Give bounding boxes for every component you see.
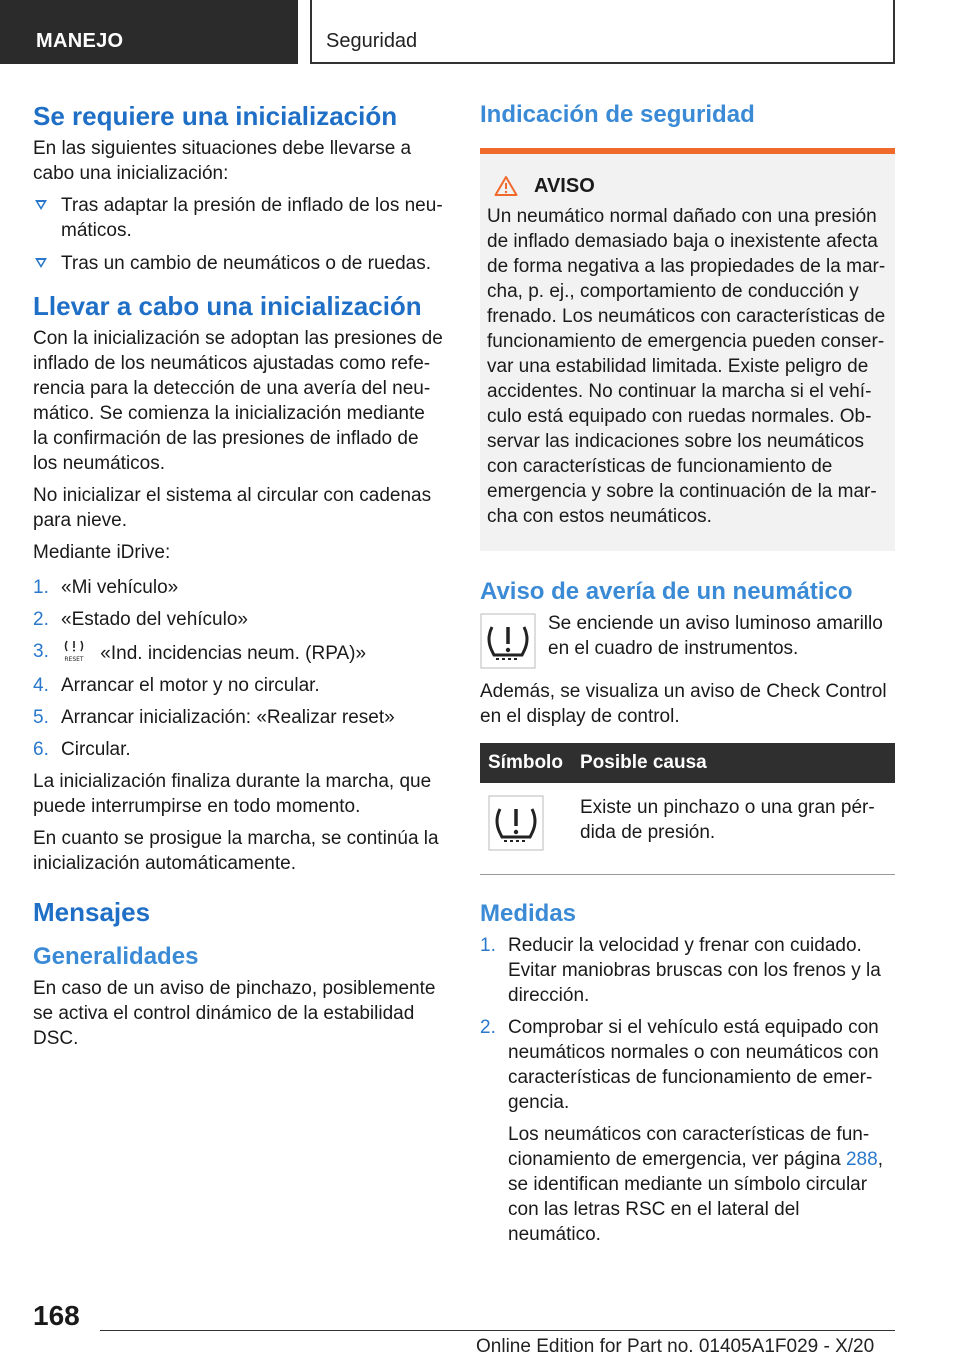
table-cell-cause: Existe un pinchazo o una gran pér-dida de presión. [572, 783, 895, 875]
paragraph-perform-5: En cuanto se prosigue la marcha, se continúa la inicialización automáticamente. [33, 828, 439, 874]
heading-measures: Medidas [480, 900, 577, 927]
step-item: 6. Circular. [33, 739, 131, 760]
right-column [480, 100, 895, 1254]
heading-safety: Indicación de seguridad [480, 101, 755, 128]
page-link[interactable]: 288 [845, 1149, 878, 1170]
heading-general: Generalidades [33, 943, 199, 970]
step-item: 5. Arrancar inicialización: «Realizar reset» [33, 707, 395, 728]
footer-divider [100, 1330, 895, 1331]
paragraph-fault-light: Se enciende un aviso luminoso amarillo en el cuadro de instrumentos. [548, 613, 883, 659]
fault-indicator-row [480, 611, 895, 669]
svg-text:RESET: RESET [64, 656, 84, 663]
paragraph-perform-1: Con la inicialización se adoptan las presiones de inflado de los neumáticos ajustadas como refe-rencia para la detección de una avería del neu-mático. Se comienza la inicialización mediante la confirmación de las presiones de inflado de los neumáticos. [33, 328, 443, 474]
footer-edition: Online Edition for Part no. 01405A1F029 - X/20 [476, 1336, 875, 1357]
heading-perform-init: Llevar a cabo una inicialización [33, 291, 422, 321]
measure-item: 2. Comprobar si el vehículo está equipado con neumáticos normales o con neumáticos con características de funcionamiento de emer-gencia. [480, 1017, 879, 1113]
rpa-reset-icon [61, 639, 87, 663]
paragraph-general: En caso de un aviso de pinchazo, posiblemente se activa el control dinámico de la estabilidad DSC. [33, 978, 436, 1049]
paragraph-perform-3: Mediante iDrive: [33, 542, 171, 563]
subsection-title: Seguridad [326, 30, 418, 52]
step-item: 1. «Mi vehículo» [33, 577, 179, 598]
measure-item: 1. Reducir la velocidad y frenar con cuidado. Evitar maniobras bruscas con los frenos y la dirección. [480, 935, 881, 1006]
triangle-bullet-icon [35, 258, 47, 268]
paragraph-perform-4: La inicialización finaliza durante la marcha, que puede interrumpirse en todo momento. [33, 771, 432, 817]
subsection-tab [310, 0, 895, 64]
heading-tire-fault: Aviso de avería de un neumático [480, 578, 853, 605]
table-row [480, 783, 895, 875]
bullet-item: Tras un cambio de neumáticos o de ruedas. [33, 251, 443, 276]
tire-pressure-warning-icon [480, 613, 536, 669]
paragraph-fault-display: Además, se visualiza un aviso de Check Control en el display de control. [480, 681, 887, 727]
warning-title: AVISO [487, 174, 887, 198]
heading-init-required: Se requiere una inicialización [33, 101, 398, 131]
tire-pressure-warning-icon [488, 795, 544, 851]
warning-triangle-icon [494, 175, 518, 197]
table-header-cause: Posible causa [572, 743, 895, 783]
step-item: 2. «Estado del vehículo» [33, 609, 248, 630]
triangle-bullet-icon [35, 200, 47, 210]
step-item: 4. Arrancar el motor y no circular. [33, 675, 320, 696]
bullet-item: Tras adaptar la presión de inflado de los neu-máticos. [33, 193, 443, 243]
left-column [33, 100, 443, 1058]
section-tab [0, 0, 298, 64]
section-title: MANEJO [36, 30, 124, 52]
heading-messages: Mensajes [33, 897, 151, 927]
warning-box [480, 148, 895, 551]
step-item: 3. RESET «Ind. incidencias neum. (RPA)» [33, 641, 367, 664]
paragraph-perform-2: No inicializar el sistema al circular con cadenas para nieve. [33, 485, 432, 531]
symbol-table [480, 743, 895, 875]
paragraph-init-required: En las siguientes situaciones debe llevarse a cabo una inicialización: [33, 138, 412, 184]
measure-note: Los neumáticos con características de fun-cionamiento de emergencia, ver página 288, se identifican mediante un símbolo circular con las letras RSC en el lateral del neumático. [508, 1124, 883, 1245]
page-number: 168 [33, 1300, 80, 1331]
table-header-symbol: Símbolo [480, 743, 572, 783]
warning-text: Un neumático normal dañado con una presión de inflado demasiado baja o inexistente afecta de forma negativa a las propiedades de la mar-cha, p. ej., comportamiento de conducción y frenado. Los neumáticos con características de funcionamiento de emergencia pueden conser-var una estabilidad limitada. Existe peligro de accidentes. No continuar la marcha si el vehí-culo está equipado con ruedas normales. Ob-servar las indicaciones sobre los neumáticos con características de funcionamiento de emergencia y sobre la continuación de la mar-cha con estos neumáticos. [487, 206, 886, 527]
